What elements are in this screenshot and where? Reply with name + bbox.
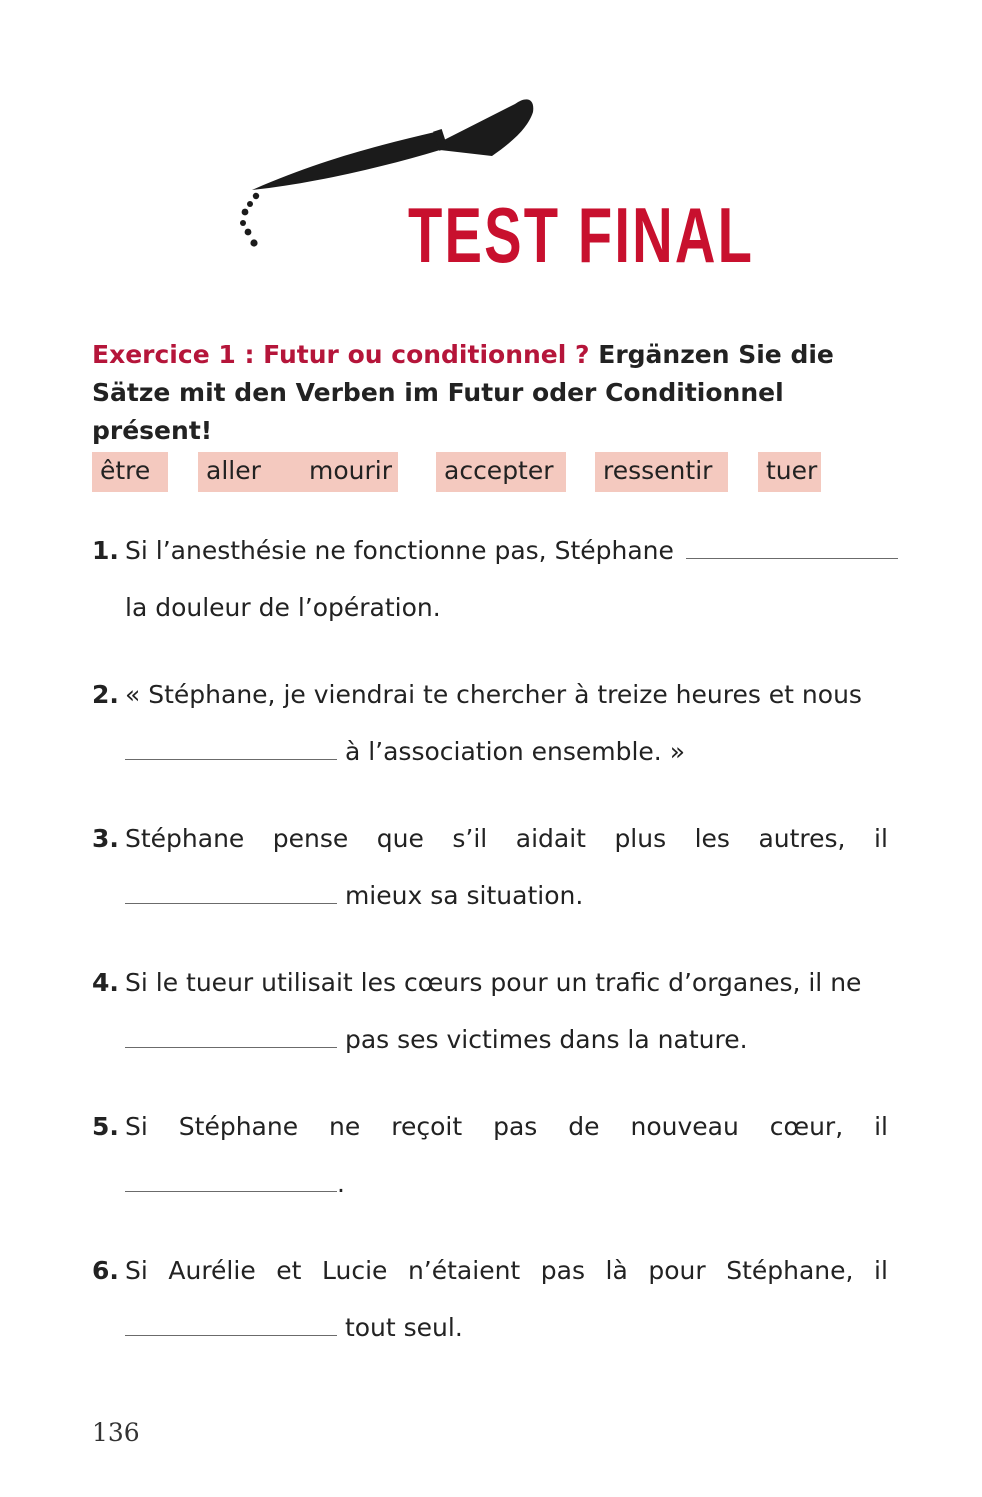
answer-blank[interactable] bbox=[125, 733, 337, 760]
item-word: cœur, bbox=[769, 1112, 844, 1141]
item-number: 5. bbox=[92, 1112, 119, 1141]
item-text: Si l’anesthésie ne fonctionne pas, Stéphane bbox=[125, 536, 674, 565]
item-word: pour bbox=[648, 1256, 706, 1285]
item-number: 6. bbox=[92, 1256, 119, 1285]
item-line-2 bbox=[125, 733, 888, 771]
item-line-2 bbox=[125, 1309, 888, 1347]
item-line-1 bbox=[125, 820, 888, 858]
answer-blank[interactable] bbox=[125, 877, 337, 904]
item-word: il bbox=[874, 1256, 888, 1285]
item-word: autres, bbox=[758, 824, 846, 853]
item-text: tout seul. bbox=[344, 1313, 463, 1342]
item-number: 2. bbox=[92, 680, 119, 709]
item-word: Lucie bbox=[322, 1256, 388, 1285]
item-word: il bbox=[874, 1112, 888, 1141]
word-chip: aller bbox=[198, 452, 364, 492]
item-text: Si le tueur utilisait les cœurs pour un trafic d’organes, il ne bbox=[125, 968, 862, 997]
item-word: et bbox=[276, 1256, 302, 1285]
answer-blank[interactable] bbox=[686, 532, 898, 559]
item-number: 4. bbox=[92, 968, 119, 997]
item-word: ne bbox=[329, 1112, 361, 1141]
item-word: Stéphane, bbox=[726, 1256, 854, 1285]
item-word: Si bbox=[125, 1256, 148, 1285]
item-text: à l’association ensemble. » bbox=[344, 737, 685, 766]
item-word: aidait bbox=[515, 824, 586, 853]
word-chip: ressentir bbox=[595, 452, 728, 492]
item-line-2 bbox=[125, 1165, 888, 1203]
item-word: que bbox=[376, 824, 424, 853]
exercise-label: Exercice 1 : Futur ou conditionnel ? bbox=[92, 340, 590, 369]
instruction-line-2: Sätze mit den Verben im Futur oder Conditionnel présent! bbox=[92, 378, 784, 445]
item-word: nouveau bbox=[630, 1112, 739, 1141]
word-chip: mourir bbox=[301, 452, 398, 492]
item-word: s’il bbox=[452, 824, 488, 853]
item-line-1 bbox=[125, 676, 888, 714]
page-number: 136 bbox=[92, 1418, 140, 1447]
word-chip: tuer bbox=[758, 452, 821, 492]
item-word: reçoit bbox=[391, 1112, 463, 1141]
item-line-1 bbox=[125, 964, 888, 1002]
item-word: n’étaient bbox=[407, 1256, 521, 1285]
item-text: « Stéphane, je viendrai te chercher à treize heures et nous bbox=[125, 680, 862, 709]
item-word: pense bbox=[272, 824, 349, 853]
page-title: TEST FINAL bbox=[408, 191, 755, 279]
item-word: Si bbox=[125, 1112, 148, 1141]
item-word: Stéphane bbox=[178, 1112, 299, 1141]
word-chip: être bbox=[92, 452, 168, 492]
item-word: les bbox=[694, 824, 730, 853]
item-line-2 bbox=[125, 589, 888, 627]
item-line-1 bbox=[125, 1252, 888, 1290]
item-text: mieux sa situation. bbox=[344, 881, 584, 910]
item-word: pas bbox=[493, 1112, 538, 1141]
word-chip: accepter bbox=[436, 452, 566, 492]
item-line-2 bbox=[125, 877, 888, 915]
item-number: 1. bbox=[92, 536, 119, 565]
item-word: pas bbox=[540, 1256, 585, 1285]
instruction-line-1: Ergänzen Sie die bbox=[598, 340, 834, 369]
item-word: Stéphane bbox=[125, 824, 245, 853]
exercise-instructions bbox=[92, 336, 892, 450]
item-word: plus bbox=[614, 824, 667, 853]
answer-blank[interactable] bbox=[125, 1165, 337, 1192]
item-word: là bbox=[605, 1256, 628, 1285]
item-word: de bbox=[568, 1112, 600, 1141]
item-number: 3. bbox=[92, 824, 119, 853]
item-text: la douleur de l’opération. bbox=[125, 593, 441, 622]
answer-blank[interactable] bbox=[125, 1309, 337, 1336]
item-line-2 bbox=[125, 1021, 888, 1059]
item-text: pas ses victimes dans la nature. bbox=[344, 1025, 748, 1054]
item-line-1 bbox=[125, 1108, 888, 1146]
item-text: . bbox=[337, 1169, 345, 1198]
answer-blank[interactable] bbox=[125, 1021, 337, 1048]
item-word: il bbox=[874, 824, 888, 853]
item-line-1 bbox=[125, 532, 888, 570]
item-word: Aurélie bbox=[168, 1256, 256, 1285]
